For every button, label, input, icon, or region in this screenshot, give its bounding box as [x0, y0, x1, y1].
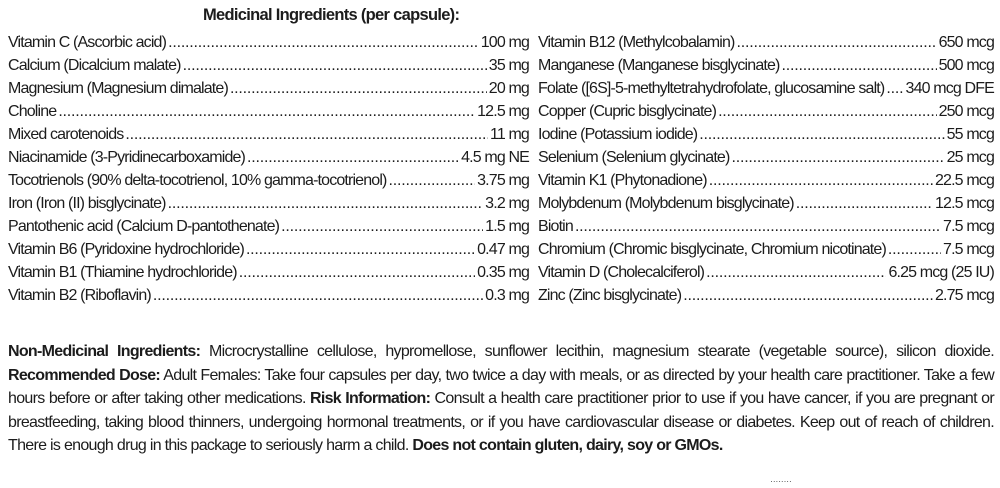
ingredient-row	[538, 215, 994, 238]
allergen-statement: Does not contain gluten, dairy, soy or GMOs.	[412, 437, 723, 454]
ingredient-name: Vitamin D (Cholecalciferol)	[538, 264, 705, 281]
ingredient-name: Selenium (Selenium glycinate)	[538, 149, 730, 166]
ingredient-name: Zinc (Zinc bisglycinate)	[538, 287, 682, 304]
ingredient-row	[538, 123, 994, 146]
dot-leader	[683, 284, 933, 307]
ingredient-name: Vitamin C (Ascorbic acid)	[8, 34, 167, 51]
dot-leader	[58, 100, 475, 123]
ingredient-name: Iodine (Potassium iodide)	[538, 126, 698, 143]
ingredient-amount: 0.47 mg	[477, 241, 529, 258]
ingredient-row	[8, 261, 529, 284]
ingredient-row	[538, 54, 994, 77]
ingredient-name: Vitamin B1 (Thiamine hydrochloride)	[8, 264, 237, 281]
ingredient-amount: 1.5 mg	[485, 218, 529, 235]
ingredient-amount: 20 mg	[488, 80, 529, 97]
ingredient-row	[8, 31, 529, 54]
dot-leader	[886, 77, 903, 100]
ingredient-amount: 12.5 mcg	[934, 195, 994, 212]
dot-leader	[247, 146, 459, 169]
medicinal-ingredients-title: Medicinal Ingredients (per capsule):	[203, 6, 460, 24]
dot-leader	[781, 54, 936, 77]
ingredient-name: Choline	[8, 103, 57, 120]
ingredient-row	[8, 284, 529, 307]
ingredient-amount: 500 mcg	[938, 57, 994, 74]
ingredient-amount: 0.3 mg	[485, 287, 529, 304]
ingredient-amount: 0.35 mg	[477, 264, 529, 281]
dot-leader	[709, 169, 933, 192]
ingredient-row	[538, 169, 994, 192]
ingredient-amount: 3.2 mg	[485, 195, 529, 212]
ingredient-name: Calcium (Dicalcium malate)	[8, 57, 181, 74]
dot-leader	[736, 31, 936, 54]
ingredient-row	[8, 77, 529, 100]
dot-leader	[153, 284, 483, 307]
dot-leader	[281, 215, 483, 238]
ingredient-amount: 7.5 mcg	[943, 218, 994, 235]
dot-leader	[125, 123, 488, 146]
ingredient-name: Niacinamide (3-Pyridinecarboxamide)	[8, 149, 246, 166]
ingredient-amount: 35 mg	[488, 57, 529, 74]
ingredient-row	[538, 238, 994, 261]
ingredient-name: Biotin	[538, 218, 573, 235]
ingredient-row	[538, 77, 994, 100]
ingredient-amount: 340 mcg DFE	[905, 80, 994, 97]
dot-leader	[230, 77, 487, 100]
ingredient-row	[8, 146, 529, 169]
ingredient-amount: 55 mcg	[946, 126, 994, 143]
ingredient-amount: 3.75 mg	[477, 172, 529, 189]
ingredients-right-column	[538, 31, 994, 307]
ingredient-row	[538, 146, 994, 169]
risk-information-heading: Risk Information:	[310, 390, 431, 407]
ingredient-name: Copper (Cupric bisglycinate)	[538, 103, 717, 120]
ingredient-row	[8, 54, 529, 77]
ingredient-name: Chromium (Chromic bisglycinate, Chromium nicotinate)	[538, 241, 886, 258]
ingredient-amount: 7.5 mcg	[943, 241, 994, 258]
dot-leader	[168, 31, 479, 54]
non-medicinal-heading: Non-Medicinal Ingredients:	[8, 343, 201, 360]
ingredient-name: Iron (Iron (II) bisglycinate)	[8, 195, 166, 212]
ingredient-row	[538, 100, 994, 123]
dot-leader	[239, 261, 475, 284]
label-text-block	[8, 340, 994, 458]
ingredient-name: Molybdenum (Molybdenum bisglycinate)	[538, 195, 794, 212]
ingredient-name: Magnesium (Magnesium dimalate)	[8, 80, 228, 97]
dot-leader	[183, 54, 487, 77]
ingredient-amount: 12.5 mg	[477, 103, 529, 120]
dot-leader	[718, 100, 937, 123]
dot-leader	[246, 238, 475, 261]
ingredient-name: Mixed carotenoids	[8, 126, 124, 143]
ingredient-row	[8, 169, 529, 192]
ingredient-name: Vitamin B2 (Riboflavin)	[8, 287, 151, 304]
ingredients-left-column	[8, 31, 529, 307]
dot-leader	[168, 192, 484, 215]
ingredient-row	[8, 238, 529, 261]
ingredient-row	[538, 261, 994, 284]
cropped-footnote-fragment: ········	[770, 476, 792, 486]
dot-leader	[731, 146, 944, 169]
ingredient-amount: 100 mg	[480, 34, 529, 51]
ingredient-name: Manganese (Manganese bisglycinate)	[538, 57, 780, 74]
ingredient-name: Tocotrienols (90% delta-tocotrienol, 10% gamma-tocotrienol)	[8, 172, 387, 189]
ingredient-amount: 6.25 mcg (25 IU)	[888, 264, 994, 281]
ingredient-amount: 4.5 mg NE	[461, 149, 529, 166]
ingredient-row	[8, 215, 529, 238]
ingredient-amount: 250 mcg	[938, 103, 994, 120]
ingredient-name: Folate ([6S]-5-methyltetrahydrofolate, glucosamine salt)	[538, 80, 885, 97]
ingredient-name: Vitamin B6 (Pyridoxine hydrochloride)	[8, 241, 244, 258]
ingredient-amount: 11 mg	[489, 126, 529, 143]
non-medicinal-text: Microcrystalline cellulose, hypromellose, sunflower lecithin, magnesium stearate (vegetable source), silicon dioxide.	[209, 343, 995, 360]
dot-leader	[575, 215, 941, 238]
ingredient-row	[8, 192, 529, 215]
dot-leader	[706, 261, 886, 284]
dot-leader	[699, 123, 944, 146]
ingredient-name: Vitamin K1 (Phytonadione)	[538, 172, 707, 189]
recommended-dose-heading: Recommended Dose:	[8, 366, 161, 384]
ingredient-amount: 25 mcg	[946, 149, 994, 166]
risk-information-text: Consult a health care practitioner prior to use if you have cancer, if you are pregnant or breastfeeding, taking blood thinners, undergoing hormonal treatments, or if you have cardiovascular disease or diabetes. Keep out of reach of children. There is enough drug in this package to seriously harm a child.	[8, 390, 994, 454]
dot-leader	[888, 238, 941, 261]
ingredient-amount: 650 mcg	[938, 34, 994, 51]
ingredient-row	[538, 31, 994, 54]
ingredient-name: Vitamin B12 (Methylcobalamin)	[538, 34, 735, 51]
ingredient-row	[538, 192, 994, 215]
dot-leader	[389, 169, 476, 192]
ingredient-row	[538, 284, 994, 307]
ingredient-amount: 2.75 mcg	[934, 287, 994, 304]
ingredient-row	[8, 100, 529, 123]
ingredient-name: Pantothenic acid (Calcium D-pantothenate)	[8, 218, 280, 235]
recommended-dose-text: Adult Females: Take four capsules per day, two twice a day with meals, or as directed by your health care practitioner. Take a few hours before or after taking other medications.	[8, 366, 994, 407]
dot-leader	[796, 192, 933, 215]
ingredient-row	[8, 123, 529, 146]
ingredient-amount: 22.5 mcg	[934, 172, 994, 189]
